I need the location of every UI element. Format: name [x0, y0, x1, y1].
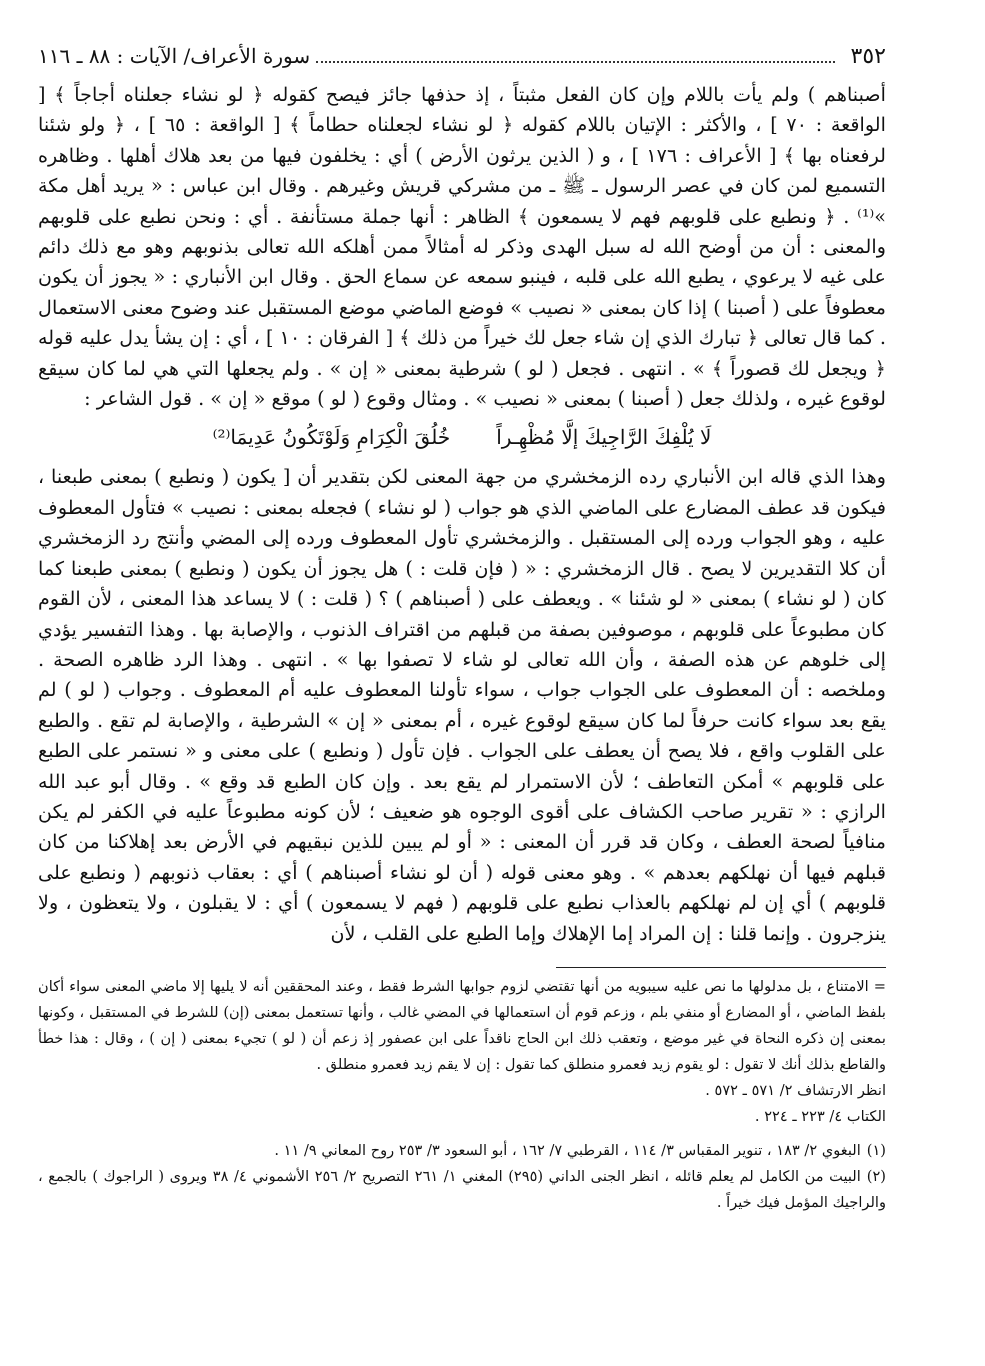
- footnote-text: البيت من الكامل لم يعلم قائله ، انظر الجنى الداني (٢٩٥) المغني ١/ ٢٦١ التصريح ٢/ ٢٥٦ الأشموني ٤/ ٣٨ ويروى ( الراجوك ) بالجمع ، والراجيك المؤمل فيك خيراً .: [38, 1167, 886, 1211]
- footnote-gap: [38, 1130, 886, 1138]
- footnote-continuation: = الامتناع ، بل مدلولها ما نص عليه سيبويه من أنها تقتضي لزوم جوابها الشرط فقط ، وعند المحققين أنه لا يليها إلا ماضي المعنى سواء أكان بلفظ الماضي ، أو المضارع أو منفي بلم ، وزعم قوم أن استعمالها في المضي غالب ، وأنها تستعمل بمعنى (إن) للشرط في المستقبل ، وكونها بمعنى إن ذكره النحاة في غير موضع ، وتعقب ذلك ابن الحاج ناقداً على ابن عصفور إذ زعم أن ( لو ) تجيء بمعنى ( إن ) ، وقال : هذا خطأ والقاطع بذلك أنك لا تقول : لو يقوم زيد فعمرو منطلق كما تقول : إن لا يقم زيد فعمرو منطلق .: [38, 977, 886, 1073]
- footnote-reference: الكتاب ٤/ ٢٢٣ ـ ٢٢٤ .: [754, 1107, 886, 1125]
- surah-title: سورة الأعراف/ الآيات : ٨٨ ـ ١١٦: [38, 44, 311, 68]
- footnote-1: [38, 1138, 886, 1164]
- main-text: [38, 80, 886, 949]
- page-number: ٣٥٢: [850, 44, 886, 69]
- poetry-verse: [38, 420, 886, 454]
- footnote-separator: [556, 967, 886, 968]
- verse-second-hemistich: خُلُقَ الْكِرَامِ وَلَوْتَكُونُ عَدِيمَا⁽²⁾: [212, 425, 451, 450]
- running-head: [38, 40, 886, 72]
- footnote-text: البغوي ٢/ ١٨٣ ، تنوير المقباس ٣/ ١١٤ ، القرطبي ٧/ ١٦٢ ، أبو السعود ٣/ ٢٥٣ روح المعاني ٩/ ١١ .: [274, 1141, 861, 1159]
- footnote-number: (٢): [866, 1167, 886, 1185]
- paragraph: وهذا الذي قاله ابن الأنباري رده الزمخشري من جهة المعنى لكن بتقدير أن [ يكون ( ونطبع ) بمعنى طبعنا ، فيكون قد عطف المضارع على الماضي الذي هو جواب ( لو نشاء ) فجعله بمعنى : نصيب » فتأول المعطوف عليه ، وهو الجواب ورده إلى المستقبل . والزمخشري تأول المعطوف ورده إلى المضي وأنتج رد الزمخشري أن كلا التقديرين لا يصح . قال الزمخشري : « ( فإن قلت : ) هل يجوز أن يكون ( ونطبع ) بمعنى طبعنا كما كان ( لو نشاء ) بمعنى « لو شئنا » . ويعطف على ( أصبناهم ) ؟ ( قلت : ) لا يساعد هذا المعنى ، لأن القوم كان مطبوعاً على قلوبهم ، موصوفين بصفة من قبلهم من اقتراف الذنوب ، والإصابة بها . وهذا التفسير يؤدي إلى خلوهم عن هذه الصفة ، وأن الله تعالى لو شاء لا تصفوا بها » . انتهى . وهذا الرد ظاهره الصحة . وملخصه : أن المعطوف على الجواب جواب ، سواء تأولنا المعطوف عليه أم المعطوف . وجواب ( لو ) لم يقع بعد سواء كانت حرفاً لما كان سيقع لوقوع غيره ، أم بمعنى « إن » الشرطية ، والإصابة لم تقع . والطبع على القلوب واقع ، فلا يصح أن يعطف على الجواب . فإن تأول ( ونطبع ) على معنى و « نستمر على الطبع على قلوبهم » أمكن التعاطف ؛ لأن الاستمرار لم يقع بعد . وإن كان الطبع قد وقع » . وقال أبو عبد الله الرازي : « تقرير صاحب الكشاف على أقوى الوجوه هو ضعيف ؛ لأن كونه مطبوعاً عليه في الكفر لم يكن منافياً لصحة العطف ، وكان قد قرر أن المعنى : « أو لم يبين للذين نبقيهم في الأرض بعد إهلاكنا من كان قبلهم فيها أن نهلكهم بعدهم » . وهو معنى قوله ( أن لو نشاء أصبناهم ) أي : بعقاب ذنوبهم ( ونطبع على قلوبهم ) أي إن لم نهلكهم بالعذاب نطبع على قلوبهم ( فهم لا يسمعون ) أي : لا يقبلون ، ولا يتعظون ، ولا ينزجرون . وإنما قلنا : إن المراد إما الإهلاك وإما الطبع على القلب ، لأن: [38, 465, 886, 945]
- footnotes: [38, 974, 886, 1216]
- footnote-reference: انظر الارتشاف ٢/ ٥٧١ ـ ٥٧٢ .: [705, 1081, 886, 1099]
- footnote-2: [38, 1164, 886, 1216]
- book-page: [38, 40, 886, 1216]
- header-dot-leader: [316, 49, 834, 63]
- verse-first-hemistich: لَا يُلْفِكَ الرَّاجِيكَ إلَّا مُظْهِـراً: [496, 425, 712, 450]
- footnote-number: (١): [866, 1141, 886, 1159]
- paragraph: أصبناهم ) ولم يأت باللام وإن كان الفعل مثبتاً ، إذ حذفها جائز فيصح كقوله ﴿ لو نشاء جعلناه أجاجاً ﴾ [ الواقعة : ٧٠ ] ، والأكثر : الإتيان باللام كقوله ﴿ لو نشاء لجعلناه حطاماً ﴾ [ الواقعة : ٦٥ ] ، ﴿ ولو شئنا لرفعناه بها ﴾ [ الأعراف : ١٧٦ ] ، و ( الذين يرثون الأرض ) أي : يخلفون فيها من بعد هلاك أهلها . وظاهره التسميع لمن كان في عصر الرسول ـ ﷺ ـ من مشركي قريش وغيرهم . وقال ابن عباس : « يريد أهل مكة »⁽¹⁾ . ﴿ ونطبع على قلوبهم فهم لا يسمعون ﴾ الظاهر : أنها جملة مستأنفة . أي : ونحن نطبع على قلوبهم والمعنى : أن من أوضح الله له سبل الهدى وذكر له أمثالاً ممن أهلكه الله تعالى بذنوبهم وهو مع ذلك دائم على غيه لا يرعوي ، يطبع الله على قلبه ، فينبو سمعه عن سماع الحق . وقال ابن الأنباري : « يجوز أن يكون معطوفاً على ( أصبنا ) إذا كان بمعنى « نصيب » فوضع الماضي موضع المستقبل عند وضوح معنى الاستعمال . كما قال تعالى ﴿ تبارك الذي إن شاء جعل لك خيراً من ذلك ﴾ [ الفرقان : ١٠ ] ، أي : إن يشأ يدل عليه قوله ﴿ ويجعل لك قصوراً ﴾ » . انتهى . فجعل ( لو ) شرطية بمعنى « إن » . ولم يجعلها التي هي لما كان سيقع لوقوع غيره ، ولذلك جعل ( أصبنا ) بمعنى « نصيب » . ومثال وقوع ( لو ) موقع « إن » . قول الشاعر :: [38, 83, 887, 411]
